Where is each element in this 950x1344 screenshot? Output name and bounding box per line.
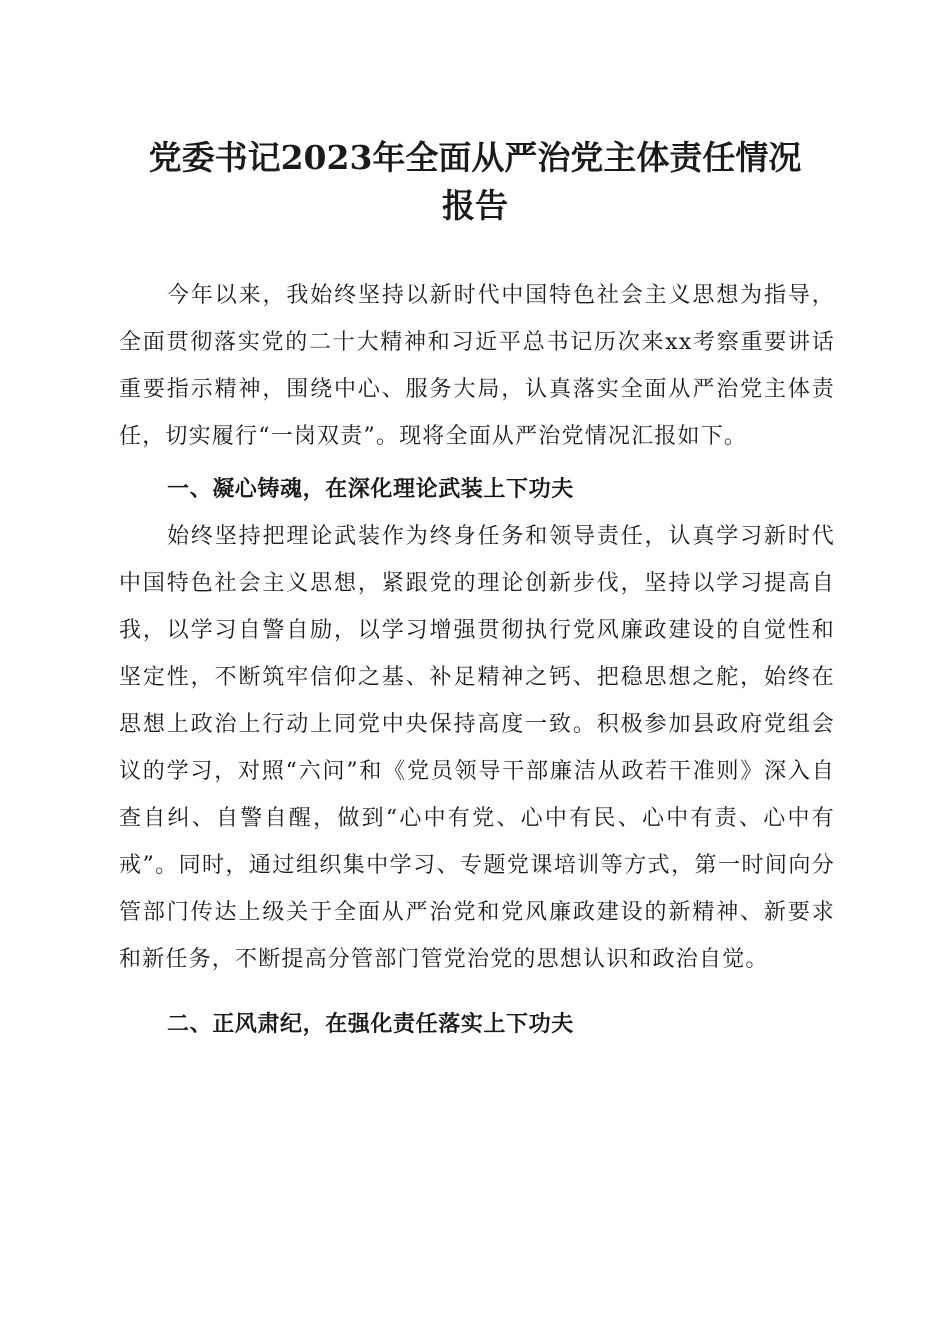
- document-title: [100, 134, 850, 230]
- title-line-1: 党委书记2023年全面从严治党主体责任情况: [148, 138, 802, 177]
- intro-paragraph: 今年以来，我始终坚持以新时代中国特色社会主义思想为指导，全面贯彻落实党的二十大精神和习近平总书记历次来xx考察重要讲话重要指示精神，围绕中心、服务大局，认真落实全面从严治党主体责任，切实履行“一岗双责”。现将全面从严治党情况汇报如下。: [119, 283, 835, 449]
- section-1-heading: 一、凝心铸魂，在深化理论武装上下功夫: [167, 476, 574, 502]
- section-2-heading: 二、正风肃纪，在强化责任落实上下功夫: [167, 1011, 574, 1037]
- section-1-paragraph: 始终坚持把理论武装作为终身任务和领导责任，认真学习新时代中国特色社会主义思想，紧跟党的理论创新步伐，坚持以学习提高自我，以学习自警自励，以学习增强贯彻执行党风廉政建设的自觉性和坚定性，不断筑牢信仰之基、补足精神之钙、把稳思想之舵，始终在思想上政治上行动上同党中央保持高度一致。积极参加县政府党组会议的学习，对照“六问”和《党员领导干部廉洁从政若干准则》深入自查自纠、自警自醒，做到“心中有党、心中有民、心中有责、心中有戒”。同时，通过组织集中学习、专题党课培训等方式，第一时间向分管部门传达上级关于全面从严治党和党风廉政建设的新精神、新要求和新任务，不断提高分管部门管党治党的思想认识和政治自觉。: [119, 524, 835, 972]
- title-line-2: 报告: [442, 186, 508, 225]
- document-body: [119, 272, 835, 1048]
